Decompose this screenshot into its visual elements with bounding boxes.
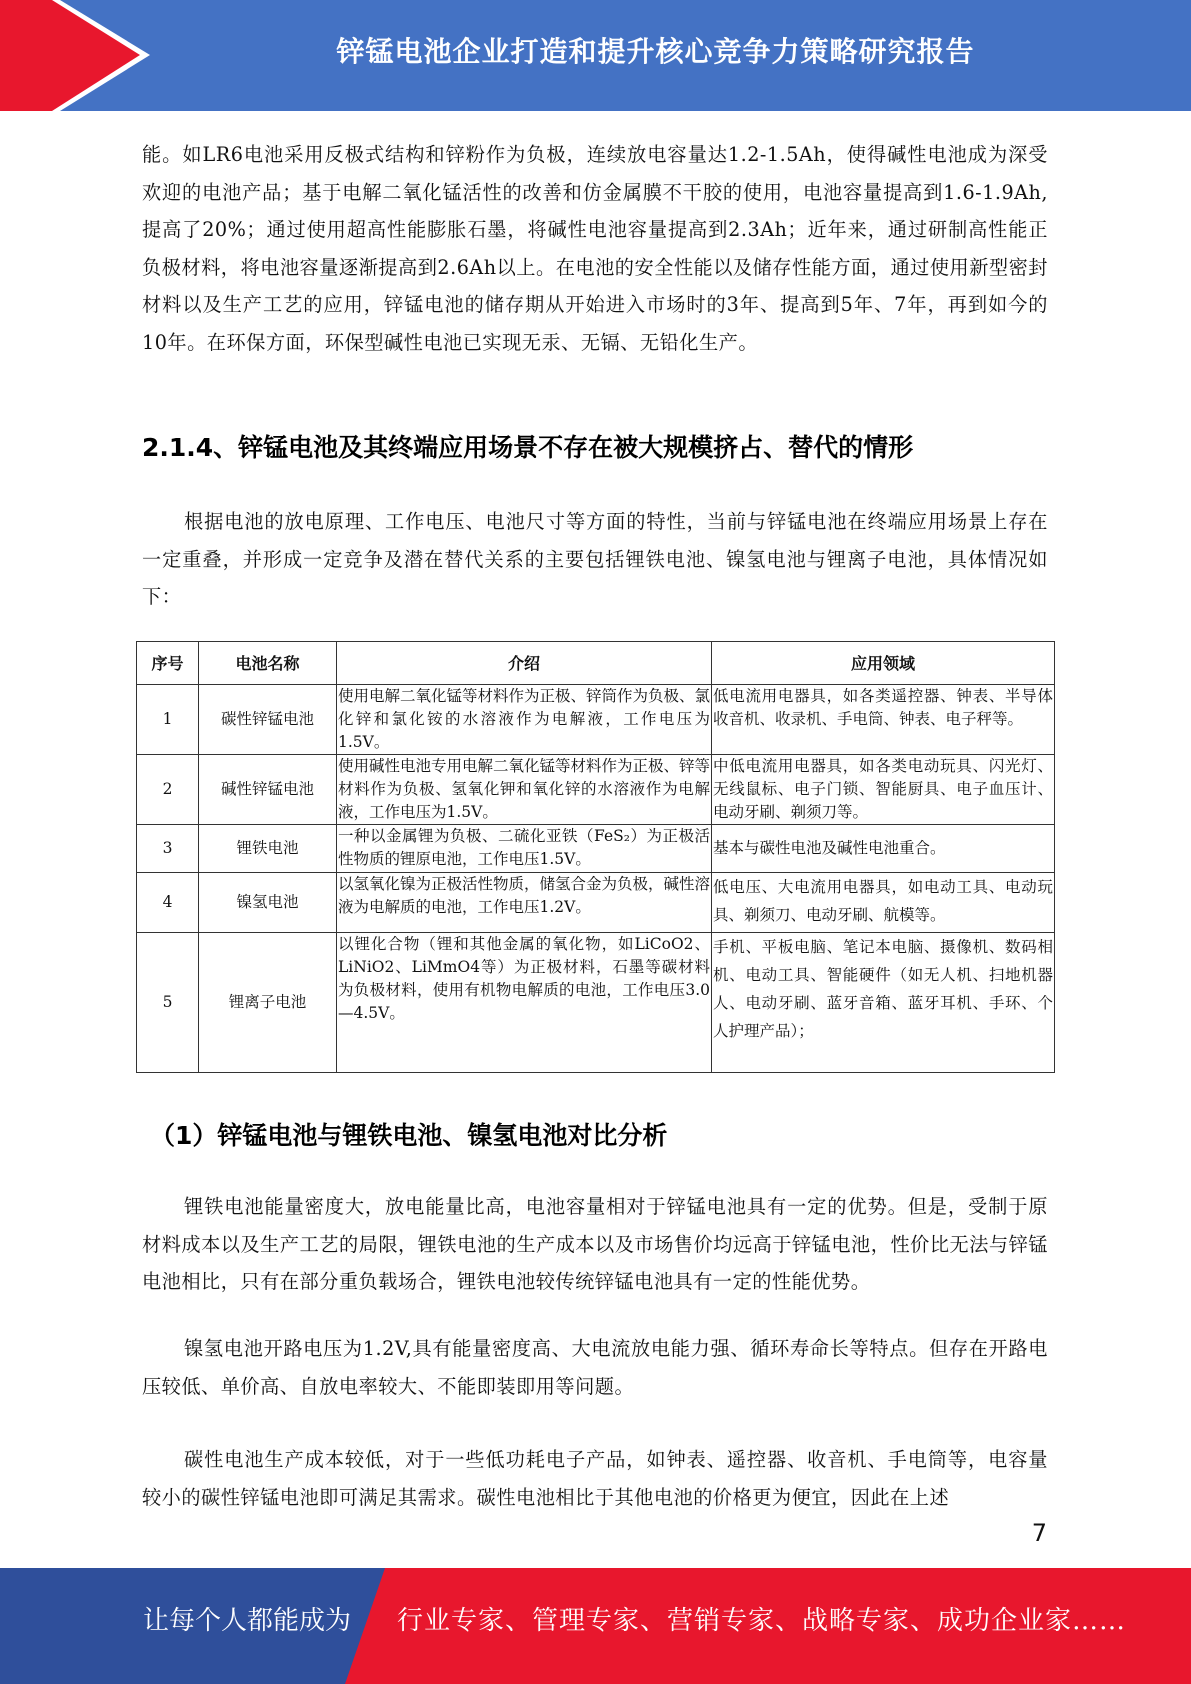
paragraph-battery-capacity: 能。如LR6电池采用反极式结构和锌粉作为负极，连续放电容量达1.2-1.5Ah，使得碱性电池成为深受欢迎的电池产品；基于电解二氧化锰活性的改善和仿金属膜不干胶的使用，电池容量提高到1.6-1.9Ah,提高了20%；通过使用超高性能膨胀石墨，将碱性电池容量提高到2.3Ah；近年来，通过研制高性能正负极材料，将电池容量逐渐提高到2.6Ah以上。在电池的安全性能以及储存性能方面，通过使用新型密封材料以及生产工艺的应用，锌锰电池的储存期从开始进入市场时的3年、提高到5年、7年，再到如今的10年。在环保方面，环保型碱性电池已实现无汞、无镉、无铅化生产。 xyxy=(142,143,1048,354)
table-row xyxy=(137,755,1055,825)
column-header-no: 序号 xyxy=(137,642,199,685)
cell-no: 2 xyxy=(137,755,199,825)
cell-name: 锂铁电池 xyxy=(199,825,337,873)
page-number: 7 xyxy=(1031,1519,1047,1547)
footer-slogan-right: 行业专家、管理专家、营销专家、战略专家、成功企业家…… xyxy=(397,1606,1127,1636)
section-heading-2-1-4: 2.1.4、锌锰电池及其终端应用场景不存在被大规模挤占、替代的情形 xyxy=(142,433,914,462)
cell-no: 5 xyxy=(137,933,199,1073)
cell-no: 1 xyxy=(137,685,199,755)
table-header-row xyxy=(137,642,1055,685)
column-header-application: 应用领域 xyxy=(712,642,1055,685)
table-row xyxy=(137,685,1055,755)
cell-application: 低电流用电器具，如各类遥控器、钟表、半导体收音机、收录机、手电筒、钟表、电子秤等。 xyxy=(712,685,1055,755)
paragraph-competition-intro: 根据电池的放电原理、工作电压、电池尺寸等方面的特性，当前与锌锰电池在终端应用场景上存在一定重叠，并形成一定竞争及潜在替代关系的主要包括锂铁电池、镍氢电池与锂离子电池，具体情况如下： xyxy=(142,510,1048,608)
page-header xyxy=(0,0,1191,111)
table-row xyxy=(137,873,1055,933)
footer-slogan-left: 让每个人都能成为 xyxy=(143,1606,352,1636)
battery-comparison-table xyxy=(136,641,1055,1073)
header-arrow-icon xyxy=(0,0,160,111)
column-header-intro: 介绍 xyxy=(337,642,712,685)
cell-application: 低电压、大电流用电器具，如电动工具、电动玩具、剃须刀、电动牙刷、航模等。 xyxy=(712,873,1055,933)
section-heading-comparison: （1）锌锰电池与锂铁电池、镍氢电池对比分析 xyxy=(150,1121,668,1150)
cell-intro: 使用电解二氧化锰等材料作为正极、锌筒作为负极、氯化锌和氯化铵的水溶液作为电解液，工作电压为1.5V。 xyxy=(337,685,712,755)
cell-application: 基本与碳性电池及碱性电池重合。 xyxy=(712,825,1055,873)
cell-no: 3 xyxy=(137,825,199,873)
cell-name: 镍氢电池 xyxy=(199,873,337,933)
cell-intro: 以氢氧化镍为正极活性物质，储氢合金为负极，碱性溶液为电解质的电池，工作电压1.2V。 xyxy=(337,873,712,933)
paragraph-nimh: 镍氢电池开路电压为1.2V,具有能量密度高、大电流放电能力强、循环寿命长等特点。但存在开路电压较低、单价高、自放电率较大、不能即装即用等问题。 xyxy=(142,1337,1048,1398)
report-title: 锌锰电池企业打造和提升核心竞争力策略研究报告 xyxy=(336,35,975,68)
cell-name: 碳性锌锰电池 xyxy=(199,685,337,755)
cell-no: 4 xyxy=(137,873,199,933)
table-row xyxy=(137,825,1055,873)
paragraph-lithium-iron: 锂铁电池能量密度大，放电能量比高，电池容量相对于锌锰电池具有一定的优势。但是，受制于原材料成本以及生产工艺的局限，锂铁电池的生产成本以及市场售价均远高于锌锰电池，性价比无法与锌锰电池相比，只有在部分重负载场合，锂铁电池较传统锌锰电池具有一定的性能优势。 xyxy=(142,1195,1048,1293)
cell-intro: 一种以金属锂为负极、二硫化亚铁（FeS₂）为正极活性物质的锂原电池，工作电压1.5V。 xyxy=(337,825,712,873)
column-header-name: 电池名称 xyxy=(199,642,337,685)
page-footer xyxy=(0,1568,1191,1684)
cell-name: 碱性锌锰电池 xyxy=(199,755,337,825)
cell-name: 锂离子电池 xyxy=(199,933,337,1073)
cell-intro: 使用碱性电池专用电解二氧化锰等材料作为正极、锌等材料作为负极、氢氧化钾和氧化锌的水溶液作为电解液，工作电压为1.5V。 xyxy=(337,755,712,825)
cell-intro: 以锂化合物（锂和其他金属的氧化物，如LiCoO2、LiNiO2、LiMmO4等）为正极材料，石墨等碳材料为负极材料，使用有机物电解质的电池，工作电压3.0—4.5V。 xyxy=(337,933,712,1073)
paragraph-carbon: 碳性电池生产成本较低，对于一些低功耗电子产品，如钟表、遥控器、收音机、手电筒等，电容量较小的碳性锌锰电池即可满足其需求。碳性电池相比于其他电池的价格更为便宜，因此在上述 xyxy=(142,1448,1048,1509)
cell-application: 中低电流用电器具，如各类电动玩具、闪光灯、无线鼠标、电子门锁、智能厨具、电子血压计、电动牙刷、剃须刀等。 xyxy=(712,755,1055,825)
cell-application: 手机、平板电脑、笔记本电脑、摄像机、数码相机、电动工具、智能硬件（如无人机、扫地机器人、电动牙刷、蓝牙音箱、蓝牙耳机、手环、个人护理产品）； xyxy=(712,933,1055,1073)
table-row xyxy=(137,933,1055,1073)
